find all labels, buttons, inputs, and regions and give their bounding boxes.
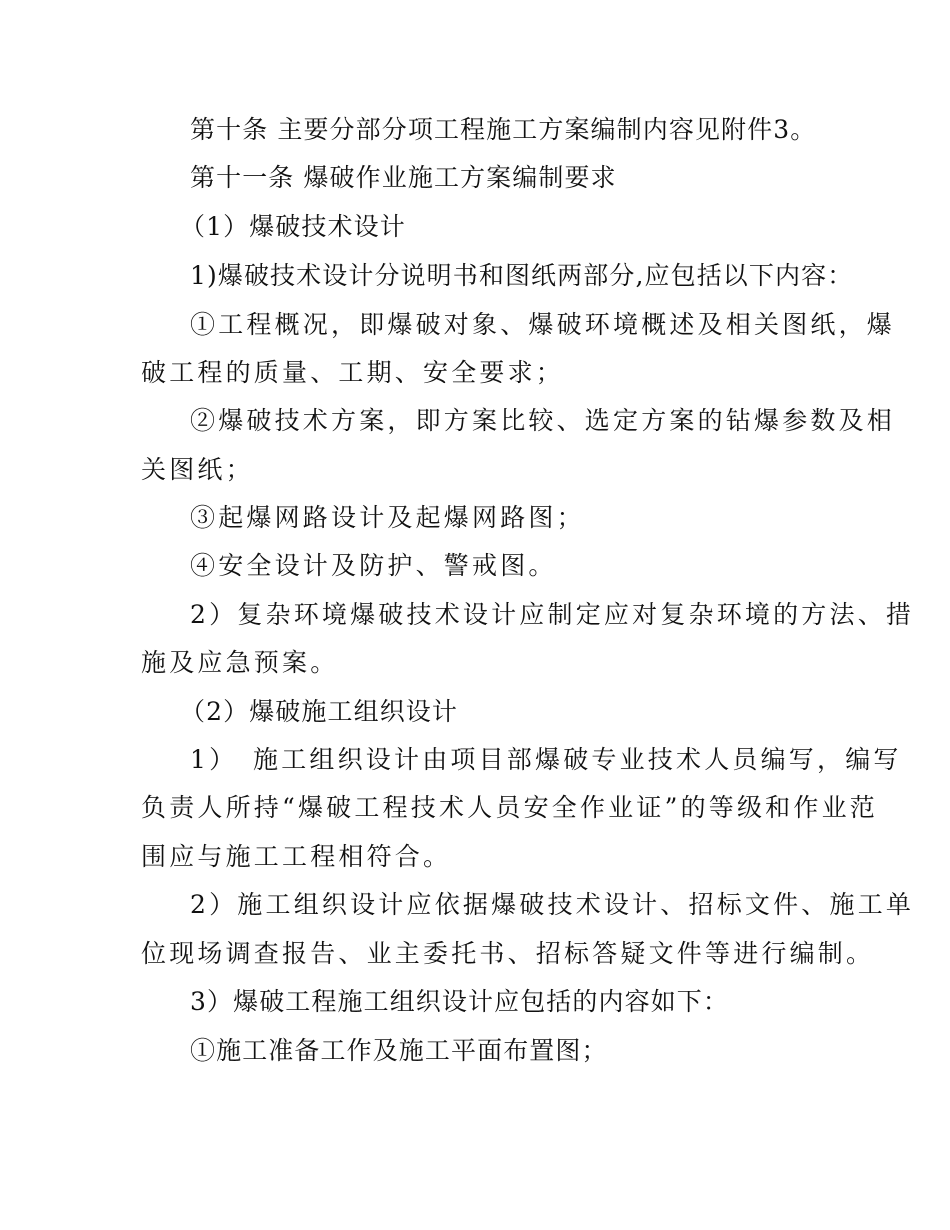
construction-paragraph-1-line-2: 负责人所持“爆破工程技术人员安全作业证”的等级和作业范	[141, 793, 878, 822]
item-1-line-2: 破工程的质量、工期、安全要求；	[141, 358, 565, 387]
construction-paragraph-1-line-3: 围应与施工工程相符合。	[141, 842, 452, 871]
item-3-line: ③起爆网路设计及起爆网路图；	[190, 503, 585, 532]
construction-paragraph-3-line: 3）爆破工程施工组织设计应包括的内容如下：	[190, 987, 730, 1016]
paragraph-2-line-1: 2）复杂环境爆破技术设计应制定应对复杂环境的方法、措	[190, 600, 915, 629]
paragraph-2-line-2: 施及应急预案。	[141, 648, 339, 677]
item-1-line-1: ①工程概况，即爆破对象、爆破环境概述及相关图纸，爆	[190, 310, 896, 339]
article-10-line: 第十条 主要分部分项工程施工方案编制内容见附件3。	[190, 115, 817, 144]
construction-paragraph-2-line-2: 位现场调查报告、业主委托书、招标答疑文件等进行编制。	[141, 939, 875, 968]
section-blasting-construction-design: （2）爆破施工组织设计	[180, 697, 459, 726]
item-4-line: ④安全设计及防护、警戒图。	[190, 551, 557, 580]
paragraph-1-line-1: 1)爆破技术设计分说明书和图纸两部分,应包括以下内容：	[190, 261, 854, 290]
item-2-line-2: 关图纸；	[141, 455, 254, 484]
construction-paragraph-1-line-1: 1） 施工组织设计由项目部爆破专业技术人员编写，编写	[190, 745, 902, 774]
construction-paragraph-2-line-1: 2）施工组织设计应依据爆破技术设计、招标文件、施工单	[190, 890, 915, 919]
section-blasting-technical-design: （1）爆破技术设计	[180, 212, 406, 241]
article-11-heading: 第十一条 爆破作业施工方案编制要求	[190, 163, 617, 192]
item-2-line-1: ②爆破技术方案，即方案比较、选定方案的钻爆参数及相	[190, 406, 896, 435]
construction-item-1-line: ①施工准备工作及施工平面布置图；	[190, 1036, 608, 1065]
